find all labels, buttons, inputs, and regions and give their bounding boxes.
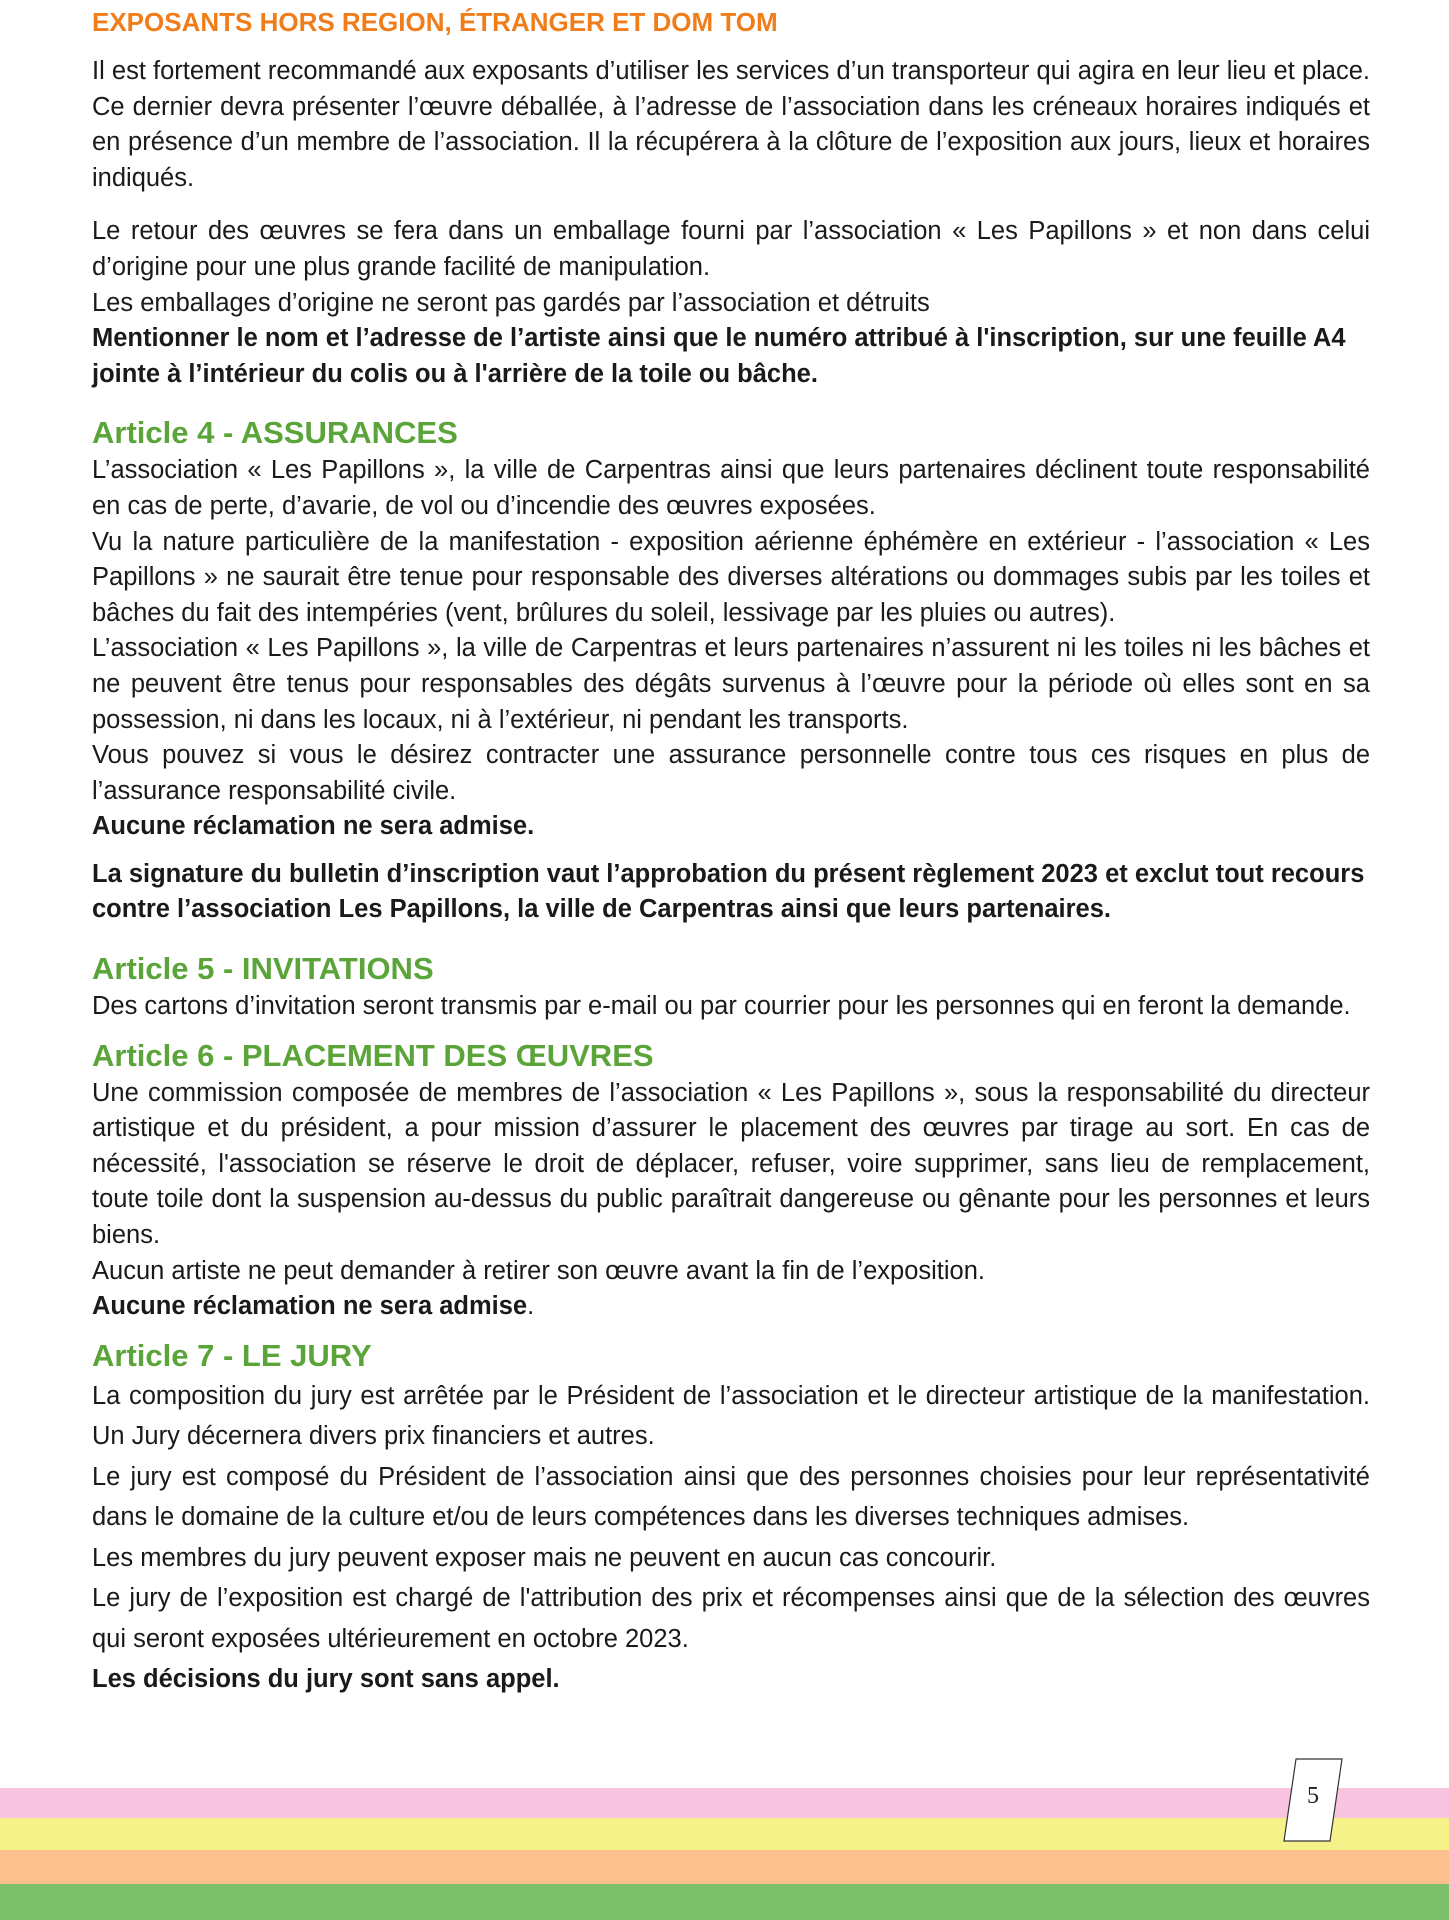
article-4-paragraph-5-bold: Aucune réclamation ne sera admise. — [92, 812, 535, 841]
article-4-title: Article 4 - ASSURANCES — [92, 415, 458, 451]
footer-stripe-yellow — [0, 1818, 1449, 1850]
document-page — [92, 4, 1370, 1700]
article-4-paragraph-6-bold: La signature du bulletin d’inscription vaut l’approbation du présent règlement 2023 et exclut tout recours contre l’association Les Papillons, la ville de Carpentras ainsi que leurs partenaires. — [92, 859, 1365, 924]
section-heading-exposants: EXPOSANTS HORS REGION, ÉTRANGER ET DOM TOM — [92, 7, 778, 37]
article-6-paragraph-3-period: . — [527, 1292, 535, 1321]
page-number: 5 — [1307, 1783, 1319, 1809]
paragraph-intro-4-bold: Mentionner le nom et l’adresse de l’artiste ainsi que le numéro attribué à l'inscription, sur une feuille A4 jointe à l’intérieur du colis ou à l'arrière de la toile ou bâche. — [92, 324, 1346, 388]
article-4-paragraph-4: Vous pouvez si vous le désirez contracter une assurance personnelle contre tous ces risques en plus de l’assurance responsabilité civile. — [92, 741, 1370, 805]
article-6-paragraph-3 — [92, 1289, 1370, 1325]
article-7-paragraph-2: Le jury est composé du Président de l’association ainsi que des personnes choisies pour leur représentativité dans le domaine de la culture et/ou de leurs compétences dans les diverses techniques admises. — [92, 1462, 1370, 1532]
paragraph-intro-2: Le retour des œuvres se fera dans un emballage fourni par l’association « Les Papillons » et non dans celui d’origine pour une plus grande facilité de manipulation. — [92, 217, 1370, 281]
article-4-paragraph-2: Vu la nature particulière de la manifestation - exposition aérienne éphémère en extérieur - l’association « Les Papillons » ne saurait être tenue pour responsable des diverses altérations ou dommages subis par les toiles et bâches du fait des intempéries (vent, brûlures du soleil, lessivage par les pluies ou autres). — [92, 527, 1370, 627]
page-number-box — [1282, 1757, 1344, 1843]
paragraph-intro-3: Les emballages d’origine ne seront pas gardés par l’association et détruits — [92, 288, 930, 317]
article-6-paragraph-2: Aucun artiste ne peut demander à retirer son œuvre avant la fin de l’exposition. — [92, 1256, 985, 1285]
paragraph-intro-1: Il est fortement recommandé aux exposants d’utiliser les services d’un transporteur qui agira en leur lieu et place. Ce dernier devra présenter l’œuvre déballée, à l’adresse de l’association dans les créneaux horaires indiqués et en présence d’un membre de l’association. Il la récupérera à la clôture de l’exposition aux jours, lieux et horaires indiqués. — [92, 57, 1370, 192]
article-5-title: Article 5 - INVITATIONS — [92, 951, 434, 987]
article-7-paragraph-5-bold: Les décisions du jury sont sans appel. — [92, 1665, 560, 1694]
footer-stripe-orange — [0, 1850, 1449, 1884]
article-7-paragraph-4: Le jury de l’exposition est chargé de l'attribution des prix et récompenses ainsi que de la sélection des œuvres qui seront exposées ultérieurement en octobre 2023. — [92, 1584, 1370, 1653]
article-4-paragraph-3: L’association « Les Papillons », la ville de Carpentras et leurs partenaires n’assurent ni les toiles ni les bâches et ne peuvent être tenus pour responsables des dégâts survenus à l’œuvre pour la période où elles sont en sa possession, ni dans les locaux, ni à l’extérieur, ni pendant les transports. — [92, 634, 1370, 734]
article-7-section — [92, 1337, 1370, 1700]
article-7-paragraph-3: Les membres du jury peuvent exposer mais ne peuvent en aucun cas concourir. — [92, 1543, 997, 1572]
article-4-paragraph-1: L’association « Les Papillons », la ville de Carpentras ainsi que leurs partenaires déclinent toute responsabilité en cas de perte, d’avarie, de vol ou d’incendie des œuvres exposées. — [92, 456, 1370, 520]
footer-stripe-green — [0, 1884, 1449, 1920]
article-6-paragraph-1: Une commission composée de membres de l’association « Les Papillons », sous la responsabilité du directeur artistique et du président, a pour mission d’assurer le placement des œuvres par tirage au sort. En cas de nécessité, l'association se réserve le droit de déplacer, refuser, voire supprimer, sans lieu de remplacement, toute toile dont la suspension au-dessus du public paraîtrait dangereuse ou gênante pour les personnes et leurs biens. — [92, 1078, 1370, 1250]
article-6-paragraph-3-bold: Aucune réclamation ne sera admise — [92, 1292, 528, 1321]
footer-stripe-pink — [0, 1788, 1449, 1818]
article-5-paragraph-1: Des cartons d’invitation seront transmis par e-mail ou par courrier pour les personnes qui en feront la demande. — [92, 992, 1351, 1021]
article-7-title: Article 7 - LE JURY — [92, 1337, 372, 1373]
article-7-paragraph-1: La composition du jury est arrêtée par le Président de l’association et le directeur artistique de la manifestation. Un Jury décernera divers prix financiers et autres. — [92, 1381, 1370, 1451]
article-6-title: Article 6 - PLACEMENT DES ŒUVRES — [92, 1037, 654, 1073]
